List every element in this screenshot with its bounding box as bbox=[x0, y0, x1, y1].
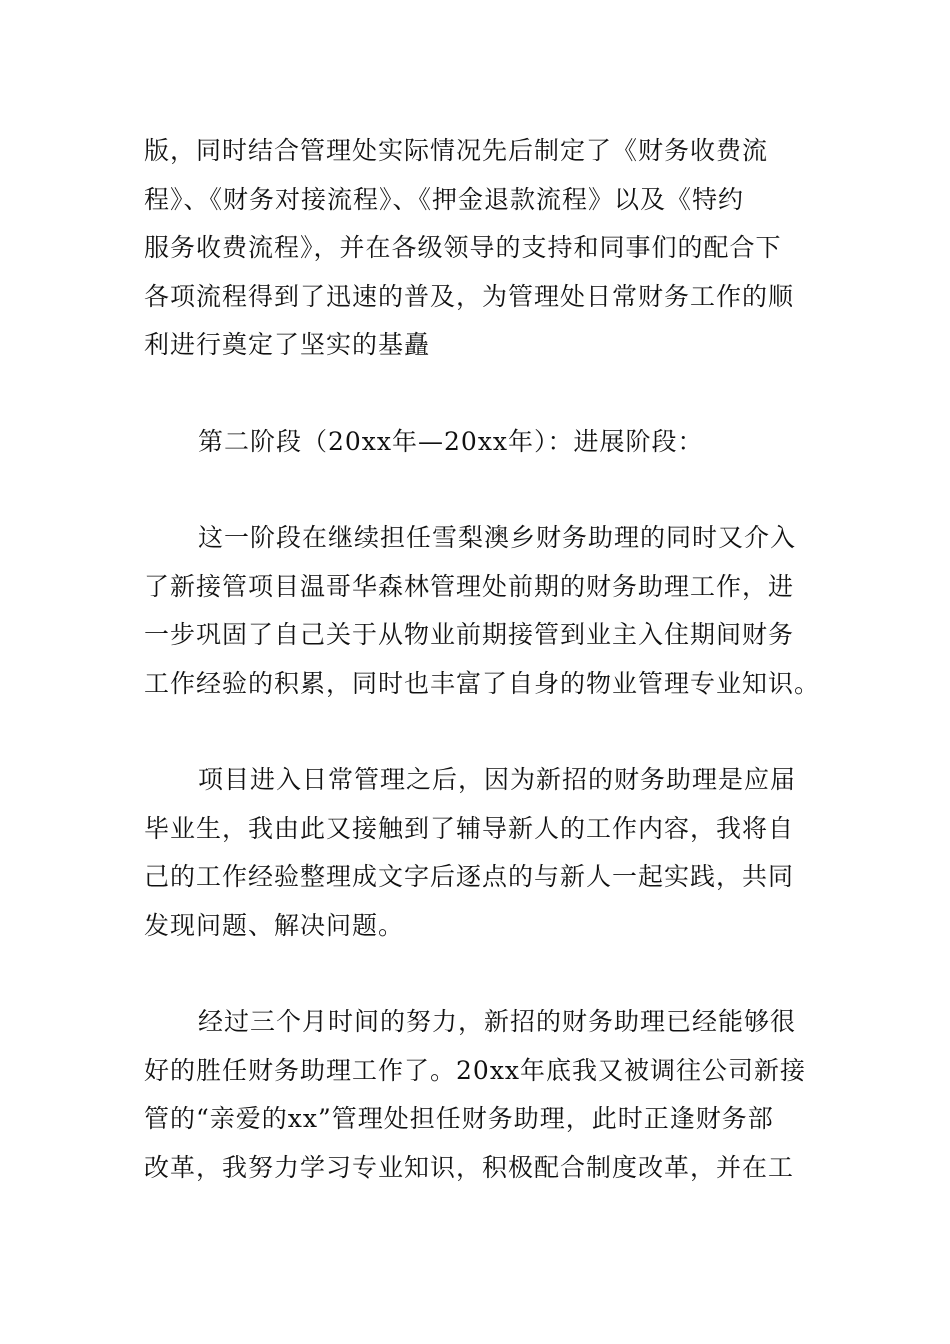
paragraph-line: 一步巩固了自己关于从物业前期接管到业主入住期间财务 bbox=[144, 620, 795, 649]
heading-line: 第二阶段（20xx年—20xx年）：进展阶段： bbox=[198, 426, 704, 456]
paragraph-spacer bbox=[144, 370, 808, 418]
paragraph-line: 了新接管项目温哥华森林管理处前期的财务助理工作，进 bbox=[144, 571, 795, 601]
paragraph-line: 工作经验的积累，同时也丰富了自身的物业管理专业知识。 bbox=[144, 668, 821, 698]
paragraph-line: 管的“亲爱的xx”管理处担任财务助理，此时正逢财务部 bbox=[144, 1104, 774, 1133]
paragraph-line: 版，同时结合管理处实际情况先后制定了《财务收费流 bbox=[144, 136, 769, 165]
document-body bbox=[144, 127, 821, 1192]
paragraph-line: 利进行奠定了坚实的基矗 bbox=[144, 330, 431, 359]
paragraph-3 bbox=[144, 756, 808, 950]
paragraph-spacer bbox=[144, 466, 808, 514]
paragraph-line: 己的工作经验整理成文字后逐点的与新人一起实践，共同 bbox=[144, 862, 795, 891]
section-heading-stage-two bbox=[144, 418, 808, 467]
paragraph-4 bbox=[144, 998, 808, 1192]
paragraph-line: 程》、《财务对接流程》、《押金退款流程》以及《特约 bbox=[144, 184, 745, 214]
paragraph-line: 发现问题、解决问题。 bbox=[144, 910, 405, 940]
paragraph-2 bbox=[144, 514, 821, 708]
paragraph-line: 毕业生，我由此又接触到了辅导新人的工作内容，我将自 bbox=[144, 813, 795, 843]
paragraph-line: 好的胜任财务助理工作了。20xx年底我又被调往公司新接 bbox=[144, 1055, 807, 1085]
paragraph-line: 项目进入日常管理之后，因为新招的财务助理是应届 bbox=[198, 765, 797, 794]
paragraph-line: 这一阶段在继续担任雪梨澳乡财务助理的同时又介入 bbox=[198, 523, 797, 552]
paragraph-line: 服务收费流程》，并在各级领导的支持和同事们的配合下 bbox=[144, 233, 782, 262]
paragraph-line: 经过三个月时间的努力，新招的财务助理已经能够很 bbox=[198, 1007, 797, 1036]
paragraph-spacer bbox=[144, 950, 808, 998]
paragraph-1 bbox=[144, 127, 808, 370]
paragraph-line: 各项流程得到了迅速的普及，为管理处日常财务工作的顺 bbox=[144, 281, 795, 311]
paragraph-line: 改革，我努力学习专业知识，积极配合制度改革，并在工 bbox=[144, 1152, 795, 1182]
paragraph-spacer bbox=[144, 708, 808, 756]
